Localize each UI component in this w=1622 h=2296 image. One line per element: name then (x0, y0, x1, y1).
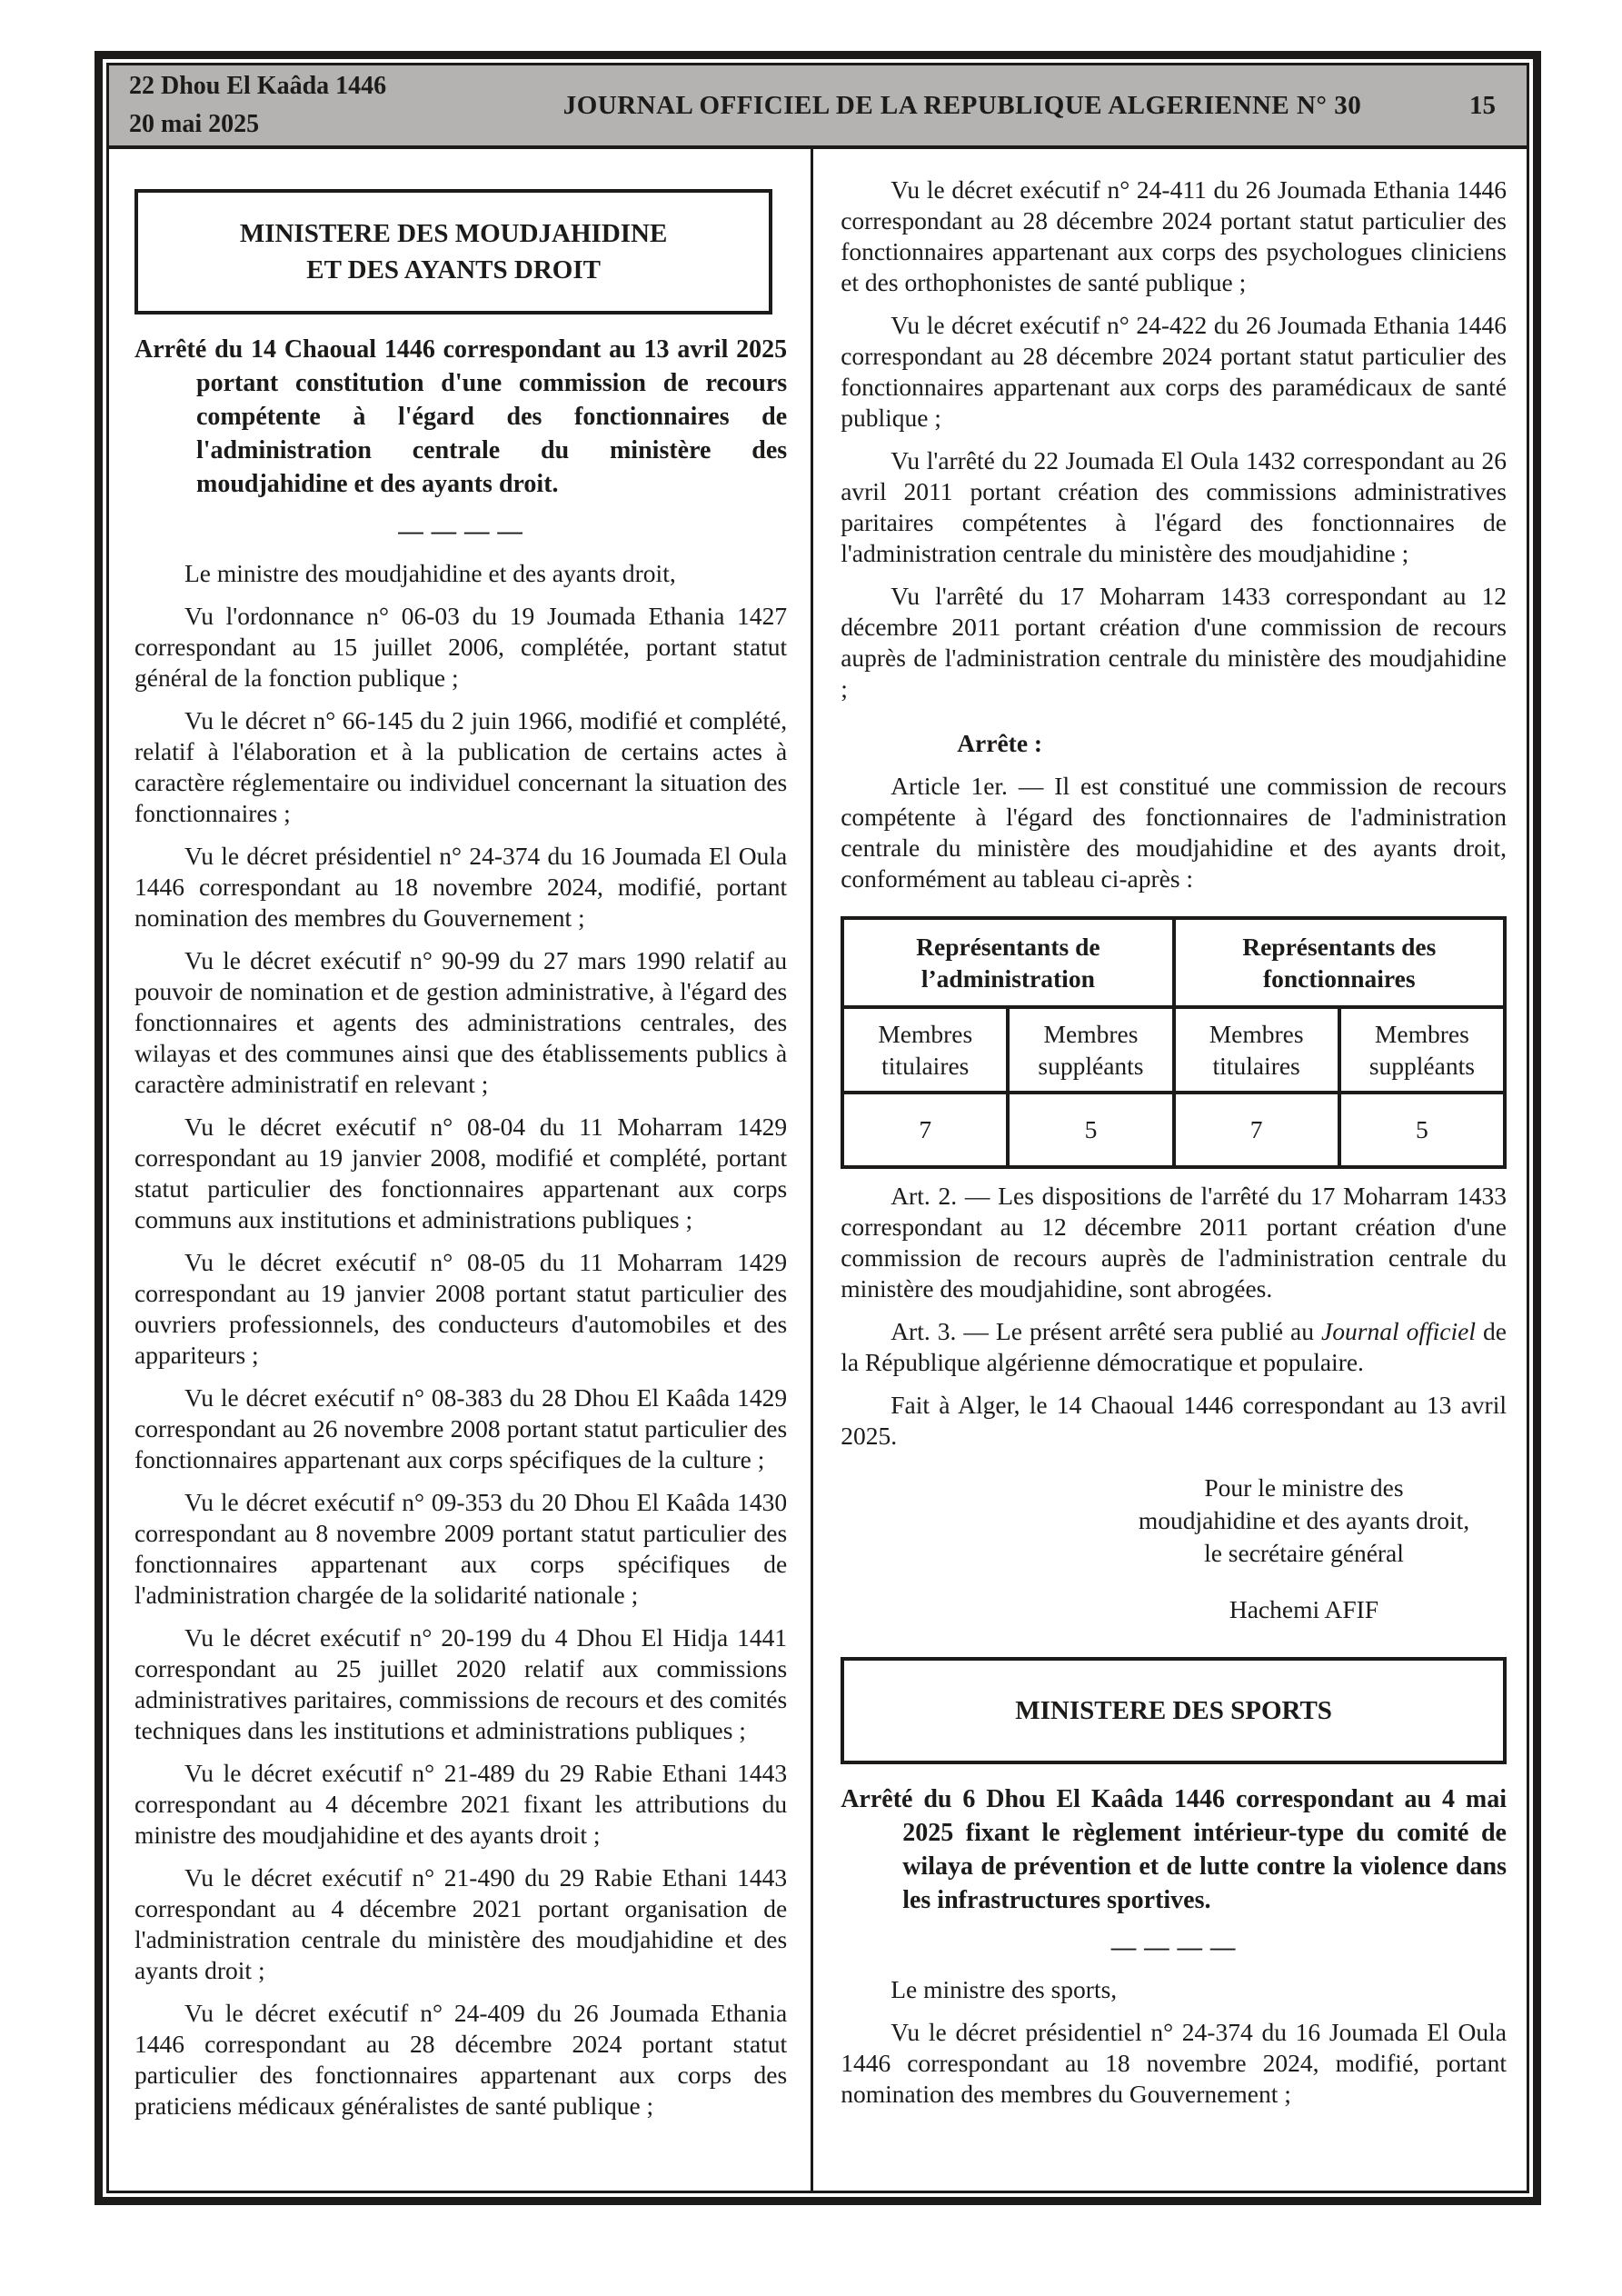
signature-block (1109, 1472, 1499, 1626)
paragraph: Vu le décret présidentiel n° 24-374 du 16 Joumada El Oula 1446 correspondant au 18 novembre 2024, modifié, portant nomination des membres du Gouvernement ; (134, 842, 788, 932)
hijri-date: 22 Dhou El Kaâda 1446 (129, 72, 387, 100)
header-band (109, 65, 1527, 149)
page-frame-inner (106, 63, 1529, 2193)
table-sub-header: Membres titulaires (1174, 1007, 1339, 1093)
left-column (109, 149, 811, 2191)
dash-separator: — — — — (1110, 1932, 1237, 1961)
ministry-box-sports: MINISTERE DES SPORTS (841, 1657, 1507, 1764)
table-value-row (842, 1093, 1505, 1167)
signature-name: Hachemi AFIF (1229, 1595, 1379, 1623)
article-2: Art. 2. — Les dispositions de l'arrêté du 17 Moharram 1433 correspondant au 12 décembre 2011 portant création d'une commission de recours auprès de l'administration centrale du ministère des moudjahidine, sont abrogées. (841, 1182, 1507, 1303)
page-frame (95, 51, 1541, 2205)
article-1: Article 1er. — Il est constitué une commission de recours compétente à l'égard des fonctionnaires de l'administration centrale du ministère des moudjahidine et des ayants droit, conformément au tableau ci-après : (841, 772, 1507, 893)
table-group-header-row (842, 918, 1505, 1007)
paragraph: Vu le décret exécutif n° 21-489 du 29 Rabie Ethani 1443 correspondant au 4 décembre 2021 fixant les attributions du ministre des moudjahidine et des ayants droit ; (134, 1759, 788, 1849)
page-number: 15 (1469, 90, 1496, 120)
page-body (109, 149, 1527, 2191)
table-value: 7 (842, 1093, 1008, 1167)
arrete2-title: Arrêté du 6 Dhou El Kaâda 1446 correspondant au 4 mai 2025 fixant le règlement intérieur-type du comité de wilaya de prévention et de lutte contre la violence dans les infrastructures sportives. (841, 1785, 1507, 1914)
paragraph: Vu le décret exécutif n° 08-04 du 11 Moharram 1429 correspondant au 19 janvier 2008, modifié et complété, portant statut particulier des fonctionnaires appartenant aux corps communs aux institutions et administrations publiques ; (134, 1113, 788, 1233)
header-dates (129, 67, 511, 144)
paragraph: Vu l'ordonnance n° 06-03 du 19 Joumada Ethania 1427 correspondant au 15 juillet 2006, complétée, portant statut général de la fonction publique ; (134, 602, 788, 692)
table-group-header: Représentants des fonctionnaires (1174, 918, 1505, 1007)
paragraph: Vu le décret exécutif n° 24-409 du 26 Joumada Ethania 1446 correspondant au 28 décembre 2024 portant statut particulier des fonctionnaires appartenant aux corps des praticiens médicaux généralistes de santé publique ; (134, 1999, 788, 2120)
table-sub-header: Membres titulaires (842, 1007, 1008, 1093)
paragraph: Vu le décret exécutif n° 90-99 du 27 mars 1990 relatif au pouvoir de nomination et de gestion administrative, à l'égard des fonctionnaires et agents des administrations centrales, des wilayas et des communes ainsi que des établissements publics à caractère administratif en relevant ; (134, 946, 788, 1098)
table-group-header: Représentants de l’administration (842, 918, 1173, 1007)
paragraph: Vu le décret exécutif n° 08-05 du 11 Moharram 1429 correspondant au 19 janvier 2008 portant statut particulier des ouvriers professionnels, des conducteurs d'automobiles et des appariteurs ; (134, 1248, 788, 1369)
paragraph: Vu le décret exécutif n° 08-383 du 28 Dhou El Kaâda 1429 correspondant au 26 novembre 2008 portant statut particulier des fonctionnaires appartenant aux corps spécifiques de la culture ; (134, 1383, 788, 1473)
signature-line: le secrétaire général (1204, 1539, 1404, 1567)
paragraph: Vu le décret exécutif n° 24-422 du 26 Joumada Ethania 1446 correspondant au 28 décembre 2024 portant statut particulier des fonctionnaires appartenant aux corps des paramédicaux de santé publique ; (841, 311, 1507, 432)
table-value: 7 (1174, 1093, 1339, 1167)
ministre-sports: Le ministre des sports, (891, 1975, 1118, 2003)
paragraph: Vu le décret exécutif n° 21-490 du 29 Rabie Ethani 1443 correspondant au 4 décembre 2021 portant organisation de l'administration centrale du ministère des moudjahidine et des ayants droit ; (134, 1863, 788, 1984)
paragraph: Vu l'arrêté du 22 Joumada El Oula 1432 correspondant au 26 avril 2011 portant création des commissions administratives paritaires compétentes à l'égard des fonctionnaires de l'administration centrale du ministère des moudjahidine ; (841, 446, 1507, 567)
arrete-label: Arrête : (957, 729, 1043, 757)
gregorian-date: 20 mai 2025 (129, 110, 260, 138)
article-3 (841, 1316, 1507, 1378)
ministry-box-line2: ET DES AYANTS DROIT (306, 255, 601, 285)
paragraph: Vu le décret exécutif n° 09-353 du 20 Dhou El Kaâda 1430 correspondant au 8 novembre 2009 portant statut particulier des fonctionnaires appartenant aux corps spécifiques de l'administration chargée de la solidarité nationale ; (134, 1488, 788, 1609)
signature-line: Pour le ministre des (1204, 1473, 1404, 1502)
ministry-box-moudjahidine (134, 189, 772, 314)
journal-title: JOURNAL OFFICIEL DE LA REPUBLIQUE ALGERIENNE N° 30 (562, 90, 1362, 120)
fait-a-alger: Fait à Alger, le 14 Chaoual 1446 correspondant au 13 avril 2025. (841, 1391, 1507, 1450)
article-3-text-end: de la République algérienne démocratique et populaire. (841, 1317, 1507, 1376)
table-sub-header-row (842, 1007, 1505, 1093)
paragraph: Le ministre des moudjahidine et des ayants droit, (184, 559, 676, 587)
paragraph: Vu le décret exécutif n° 20-199 du 4 Dhou El Hidja 1441 correspondant au 25 juillet 2020 relatif aux commissions administratives paritaires, commissions de recours et des comités techniques dans les institutions et administrations publiques ; (134, 1623, 788, 1744)
paragraph: Vu l'arrêté du 17 Moharram 1433 correspondant au 12 décembre 2011 portant création d'une commission de recours auprès de l'administration centrale du ministère des moudjahidine ; (841, 582, 1507, 703)
article-3-text: Art. 3. — Le présent arrêté sera publié au (891, 1317, 1322, 1345)
paragraph: Vu le décret n° 66-145 du 2 juin 1966, modifié et complété, relatif à l'élaboration et à la publication de certains actes à caractère réglementaire ou individuel concernant la situation des fonctionnaires ; (134, 706, 788, 827)
signature-line: moudjahidine et des ayants droit, (1138, 1506, 1470, 1534)
paragraph: Vu le décret exécutif n° 24-411 du 26 Joumada Ethania 1446 correspondant au 28 décembre 2024 portant statut particulier des fonctionnaires appartenant aux corps des psychologues cliniciens et des orthophonistes de santé publique ; (841, 175, 1507, 296)
table-value: 5 (1008, 1093, 1173, 1167)
table-sub-header: Membres suppléants (1339, 1007, 1505, 1093)
table-value: 5 (1339, 1093, 1505, 1167)
dash-separator: — — — — (398, 516, 523, 544)
right-column (811, 149, 1527, 2191)
ministry-box-line1: MINISTERE DES MOUDJAHIDINE (239, 219, 668, 248)
table-sub-header: Membres suppléants (1008, 1007, 1173, 1093)
journal-officiel-italic: Journal officiel (1321, 1317, 1476, 1345)
recourse-table (841, 916, 1507, 1169)
arrete-title: Arrêté du 14 Chaoual 1446 correspondant au 13 avril 2025 portant constitution d'une commission de recours compétente à l'égard des fonctionnaires de l'administration centrale du ministère des moudjahidine et des ayants droit. (134, 335, 788, 498)
paragraph: Vu le décret présidentiel n° 24-374 du 16 Joumada El Oula 1446 correspondant au 18 novembre 2024, modifié, portant nomination des membres du Gouvernement ; (841, 2018, 1507, 2108)
